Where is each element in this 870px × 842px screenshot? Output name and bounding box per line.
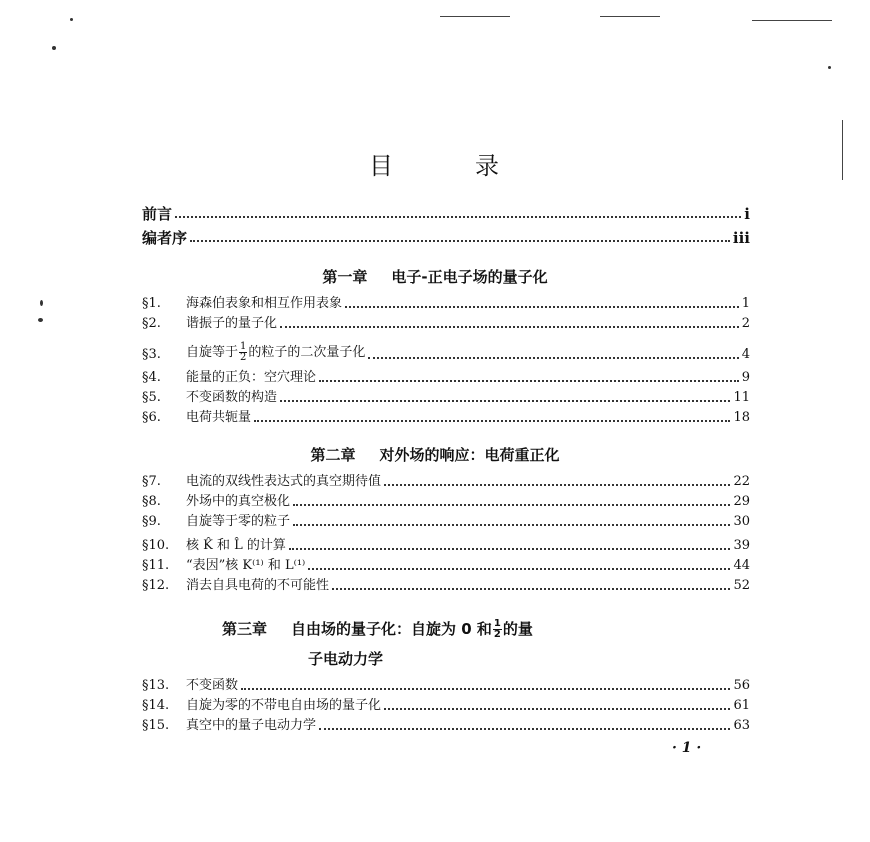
entry-page: 2: [741, 316, 750, 331]
entry-page: 30: [733, 514, 750, 529]
toc-entry[interactable]: [142, 698, 750, 714]
toc-entry[interactable]: [142, 538, 750, 554]
entry-page: 39: [733, 538, 750, 553]
section-number: §5.: [142, 390, 161, 405]
title-char: 录: [475, 152, 501, 180]
entry-title-pre: 自旋等于: [186, 345, 239, 360]
toc-entry[interactable]: [142, 410, 750, 426]
leader-dots: [280, 326, 739, 328]
toc-entry[interactable]: [142, 316, 750, 332]
leader-dots: [384, 708, 730, 710]
entry-title: 自旋为零的不带电自由场的量子化: [186, 698, 382, 713]
entry-title: 前言: [142, 205, 173, 223]
entry-page: 52: [733, 578, 750, 593]
chapter-heading: [0, 266, 870, 287]
entry-title: 不变函数的构造: [186, 390, 278, 405]
section-number: §13.: [142, 678, 170, 693]
entry-page: 61: [733, 698, 750, 713]
scan-speck: [828, 66, 831, 69]
chapter-label: 第三章: [222, 620, 268, 638]
title-char: 目: [369, 152, 395, 180]
leader-dots: [384, 484, 730, 486]
entry-page: 63: [733, 718, 750, 733]
entry-title: 自旋等于零的粒子: [186, 514, 291, 529]
fraction-denominator: 2: [240, 352, 247, 363]
toc-entry[interactable]: [142, 474, 750, 490]
chapter-heading-continued: 子电动力学: [308, 650, 384, 668]
entry-title-post: 的粒子的二次量子化: [248, 345, 366, 360]
page-title: [0, 146, 870, 181]
toc-entry[interactable]: [142, 578, 750, 594]
leader-dots: [319, 728, 730, 730]
fraction-numerator: 1: [493, 618, 501, 629]
toc-entry[interactable]: [142, 558, 750, 574]
leader-dots: [175, 216, 741, 218]
entry-page: 11: [733, 390, 750, 405]
entry-title: 消去自具电荷的不可能性: [186, 578, 330, 593]
entry-title: 不变函数: [186, 678, 239, 693]
entry-title: 谐振子的量子化: [186, 316, 278, 331]
chapter-title: 对外场的响应：电荷重正化: [379, 446, 560, 464]
leader-dots: [308, 568, 730, 570]
toc-entry[interactable]: [142, 678, 750, 694]
leader-dots: [345, 306, 739, 308]
toc-entry[interactable]: [142, 342, 750, 363]
scan-line: [440, 16, 510, 17]
fraction-denominator: 2: [493, 629, 501, 640]
chapter-label: 第一章: [322, 268, 368, 286]
scan-speck: [40, 300, 43, 306]
toc-entry[interactable]: [142, 494, 750, 510]
toc-entry-preface[interactable]: [142, 206, 750, 222]
entry-page: iii: [732, 229, 750, 247]
scan-speck: [38, 318, 43, 322]
section-number: §11.: [142, 558, 170, 573]
toc-entry[interactable]: [142, 390, 750, 406]
fraction: [493, 619, 502, 640]
chapter-title-post: 的量: [502, 620, 533, 638]
section-number: §1.: [142, 296, 161, 311]
fraction-numerator: 1: [240, 341, 247, 352]
entry-page: 18: [733, 410, 750, 425]
leader-dots: [254, 420, 730, 422]
section-number: §4.: [142, 370, 161, 385]
section-number: §6.: [142, 410, 161, 425]
leader-dots: [289, 548, 731, 550]
entry-title: 电荷共轭量: [186, 410, 252, 425]
entry-title: [186, 342, 365, 363]
leader-dots: [332, 588, 730, 590]
page-number: · 1 ·: [672, 740, 702, 756]
entry-title: 外场中的真空极化: [186, 494, 291, 509]
section-number: §3.: [142, 347, 161, 362]
scan-line: [600, 16, 660, 17]
entry-title: 电流的双线性表达式的真空期待值: [186, 474, 382, 489]
leader-dots: [293, 504, 730, 506]
entry-title: “表因”核 K⁽¹⁾ 和 L⁽¹⁾: [186, 558, 306, 573]
section-number: §2.: [142, 316, 161, 331]
toc-entry[interactable]: [142, 718, 750, 734]
entry-page: 29: [733, 494, 750, 509]
entry-page: 9: [741, 370, 750, 385]
leader-dots: [280, 400, 730, 402]
leader-dots: [319, 380, 739, 382]
section-number: §14.: [142, 698, 170, 713]
entry-title: 能量的正负：空穴理论: [186, 370, 317, 385]
section-number: §15.: [142, 718, 170, 733]
leader-dots: [293, 524, 730, 526]
leader-dots: [190, 240, 730, 242]
entry-title: 编者序: [142, 229, 188, 247]
entry-page: i: [744, 205, 750, 223]
toc-entry-editor-preface[interactable]: [142, 230, 750, 246]
toc-entry[interactable]: [142, 296, 750, 312]
section-number: §7.: [142, 474, 161, 489]
toc-entry[interactable]: [142, 370, 750, 386]
section-number: §12.: [142, 578, 170, 593]
entry-title: 核 K̂ 和 L̂ 的计算: [186, 538, 286, 553]
entry-page: 22: [733, 474, 750, 489]
fraction: [239, 342, 247, 363]
entry-title: 真空中的量子电动力学: [186, 718, 317, 733]
leader-dots: [241, 688, 730, 690]
chapter-title-pre: 自由场的量子化：自旋为 0 和: [291, 620, 492, 638]
entry-page: 4: [741, 347, 750, 362]
entry-page: 56: [733, 678, 750, 693]
chapter-heading: [222, 618, 742, 640]
scan-speck: [52, 46, 56, 50]
chapter-label: 第二章: [310, 446, 356, 464]
entry-title: 海森伯表象和相互作用表象: [186, 296, 343, 311]
scan-speck: [70, 18, 73, 21]
section-number: §8.: [142, 494, 161, 509]
entry-page: 1: [741, 296, 750, 311]
chapter-title: 电子-正电子场的量子化: [391, 268, 548, 286]
section-number: §10.: [142, 538, 170, 553]
chapter-heading: [0, 444, 870, 465]
toc-entry[interactable]: [142, 514, 750, 530]
entry-page: 44: [733, 558, 750, 573]
leader-dots: [368, 357, 738, 359]
scan-line: [752, 20, 832, 21]
section-number: §9.: [142, 514, 161, 529]
